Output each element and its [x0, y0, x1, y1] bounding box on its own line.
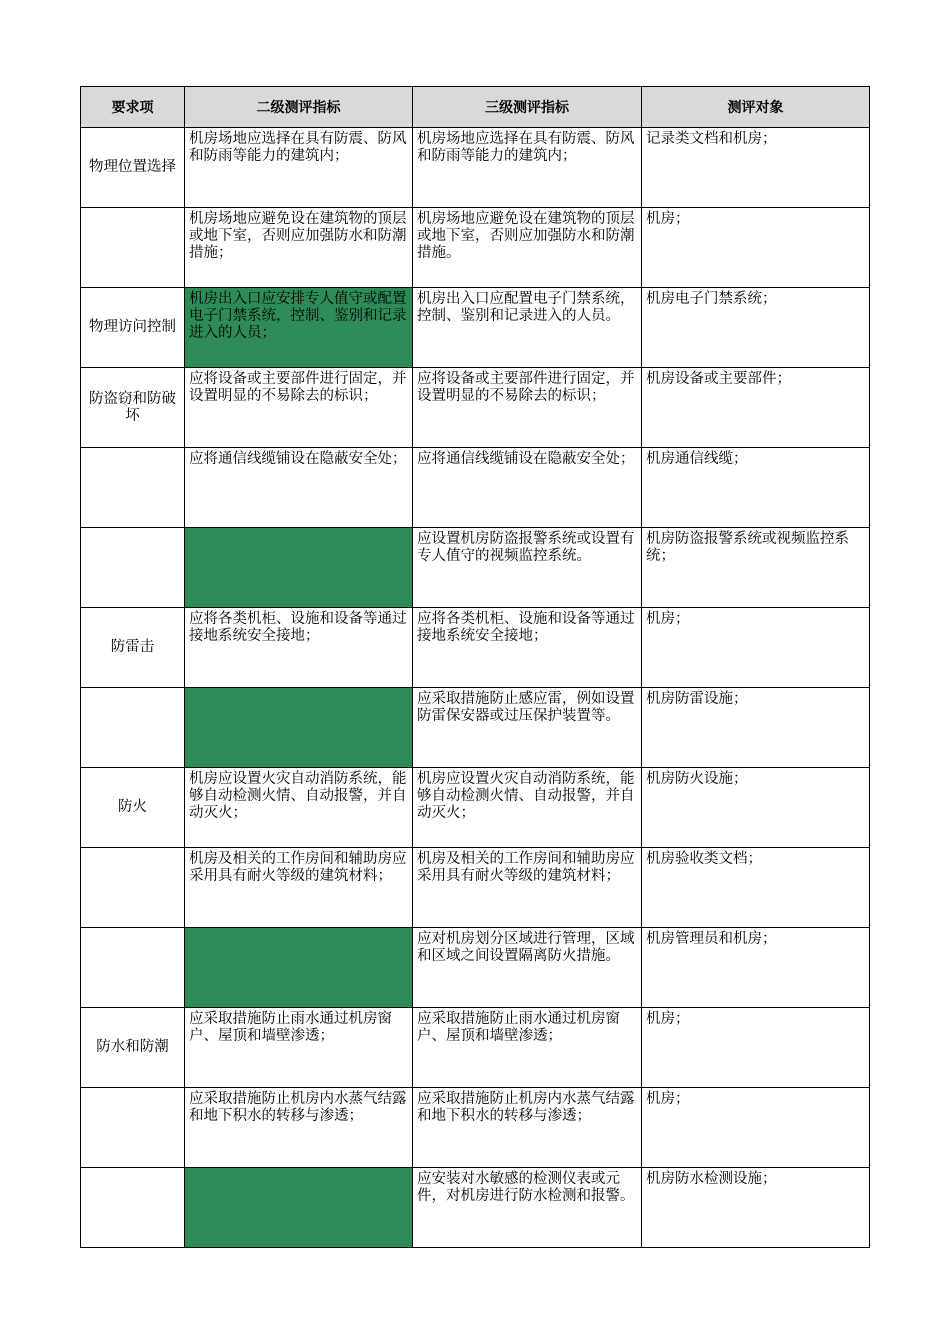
table-row	[81, 1088, 870, 1168]
assessment-target-cell: 机房电子门禁系统；	[642, 288, 870, 368]
requirement-item-cell	[81, 1088, 185, 1168]
assessment-target-cell: 机房；	[642, 1088, 870, 1168]
level2-indicator-cell	[185, 688, 413, 768]
table-row	[81, 928, 870, 1008]
table-row	[81, 1168, 870, 1248]
requirement-item-cell	[81, 928, 185, 1008]
level3-indicator-cell: 应对机房划分区域进行管理，区域和区域之间设置隔离防火措施。	[413, 928, 642, 1008]
level2-indicator-cell	[185, 1168, 413, 1248]
table-row	[81, 848, 870, 928]
table-row	[81, 448, 870, 528]
assessment-target-cell: 记录类文档和机房；	[642, 128, 870, 208]
header-assessment-target: 测评对象	[642, 87, 870, 128]
assessment-target-cell: 机房；	[642, 1008, 870, 1088]
assessment-target-cell: 机房验收类文档；	[642, 848, 870, 928]
requirement-item-cell	[81, 1168, 185, 1248]
level2-indicator-cell: 应将设备或主要部件进行固定，并设置明显的不易除去的标识；	[185, 368, 413, 448]
level3-indicator-cell: 应采取措施防止感应雷，例如设置防雷保安器或过压保护装置等。	[413, 688, 642, 768]
table-row	[81, 368, 870, 448]
level3-indicator-cell: 应设置机房防盗报警系统或设置有专人值守的视频监控系统。	[413, 528, 642, 608]
assessment-target-cell: 机房防盗报警系统或视频监控系统；	[642, 528, 870, 608]
assessment-target-cell: 机房；	[642, 208, 870, 288]
level2-indicator-cell: 机房应设置火灾自动消防系统，能够自动检测火情、自动报警，并自动灭火；	[185, 768, 413, 848]
header-requirement-item: 要求项	[81, 87, 185, 128]
requirement-item-cell	[81, 448, 185, 528]
level2-indicator-cell: 机房及相关的工作房间和辅助房应采用具有耐火等级的建筑材料；	[185, 848, 413, 928]
level3-indicator-cell: 应将通信线缆铺设在隐蔽安全处；	[413, 448, 642, 528]
level2-indicator-cell: 机房出入口应安排专人值守或配置电子门禁系统，控制、鉴别和记录进入的人员；	[185, 288, 413, 368]
assessment-target-cell: 机房设备或主要部件；	[642, 368, 870, 448]
requirement-item-cell	[81, 688, 185, 768]
requirement-item-cell	[81, 528, 185, 608]
assessment-target-cell: 机房管理员和机房；	[642, 928, 870, 1008]
level3-indicator-cell: 应安装对水敏感的检测仪表或元件，对机房进行防水检测和报警。	[413, 1168, 642, 1248]
table-row	[81, 288, 870, 368]
level2-indicator-cell	[185, 928, 413, 1008]
level3-indicator-cell: 机房场地应避免设在建筑物的顶层或地下室，否则应加强防水和防潮措施。	[413, 208, 642, 288]
table-row	[81, 528, 870, 608]
level3-indicator-cell: 机房场地应选择在具有防震、防风和防雨等能力的建筑内；	[413, 128, 642, 208]
level3-indicator-cell: 应将设备或主要部件进行固定，并设置明显的不易除去的标识；	[413, 368, 642, 448]
table-row	[81, 688, 870, 768]
requirement-item-cell: 防盗窃和防破坏	[81, 368, 185, 448]
level3-indicator-cell: 机房应设置火灾自动消防系统，能够自动检测火情、自动报警，并自动灭火；	[413, 768, 642, 848]
table-row	[81, 128, 870, 208]
requirement-item-cell	[81, 848, 185, 928]
level3-indicator-cell: 应将各类机柜、设施和设备等通过接地系统安全接地；	[413, 608, 642, 688]
level2-indicator-cell: 机房场地应选择在具有防震、防风和防雨等能力的建筑内；	[185, 128, 413, 208]
level3-indicator-cell: 机房及相关的工作房间和辅助房应采用具有耐火等级的建筑材料；	[413, 848, 642, 928]
level2-indicator-cell: 应采取措施防止雨水通过机房窗户、屋顶和墙壁渗透；	[185, 1008, 413, 1088]
level2-indicator-cell	[185, 528, 413, 608]
assessment-target-cell: 机房防水检测设施；	[642, 1168, 870, 1248]
requirement-item-cell	[81, 208, 185, 288]
assessment-target-cell: 机房防火设施；	[642, 768, 870, 848]
header-row	[81, 87, 870, 128]
requirement-item-cell: 物理访问控制	[81, 288, 185, 368]
table-row	[81, 608, 870, 688]
level3-indicator-cell: 应采取措施防止雨水通过机房窗户、屋顶和墙壁渗透；	[413, 1008, 642, 1088]
table-row	[81, 768, 870, 848]
level2-indicator-cell: 应将通信线缆铺设在隐蔽安全处；	[185, 448, 413, 528]
header-level3-indicator: 三级测评指标	[413, 87, 642, 128]
level2-indicator-cell: 机房场地应避免设在建筑物的顶层或地下室，否则应加强防水和防潮措施；	[185, 208, 413, 288]
level3-indicator-cell: 应采取措施防止机房内水蒸气结露和地下积水的转移与渗透；	[413, 1088, 642, 1168]
level3-indicator-cell: 机房出入口应配置电子门禁系统，控制、鉴别和记录进入的人员。	[413, 288, 642, 368]
table-row	[81, 1008, 870, 1088]
requirement-item-cell: 物理位置选择	[81, 128, 185, 208]
level2-indicator-cell: 应采取措施防止机房内水蒸气结露和地下积水的转移与渗透；	[185, 1088, 413, 1168]
table-row	[81, 208, 870, 288]
requirement-item-cell: 防雷击	[81, 608, 185, 688]
level2-indicator-cell: 应将各类机柜、设施和设备等通过接地系统安全接地；	[185, 608, 413, 688]
requirement-item-cell: 防水和防潮	[81, 1008, 185, 1088]
requirement-item-cell: 防火	[81, 768, 185, 848]
header-level2-indicator: 二级测评指标	[185, 87, 413, 128]
assessment-target-cell: 机房通信线缆；	[642, 448, 870, 528]
assessment-target-cell: 机房防雷设施；	[642, 688, 870, 768]
requirements-table	[80, 86, 870, 1248]
assessment-target-cell: 机房；	[642, 608, 870, 688]
